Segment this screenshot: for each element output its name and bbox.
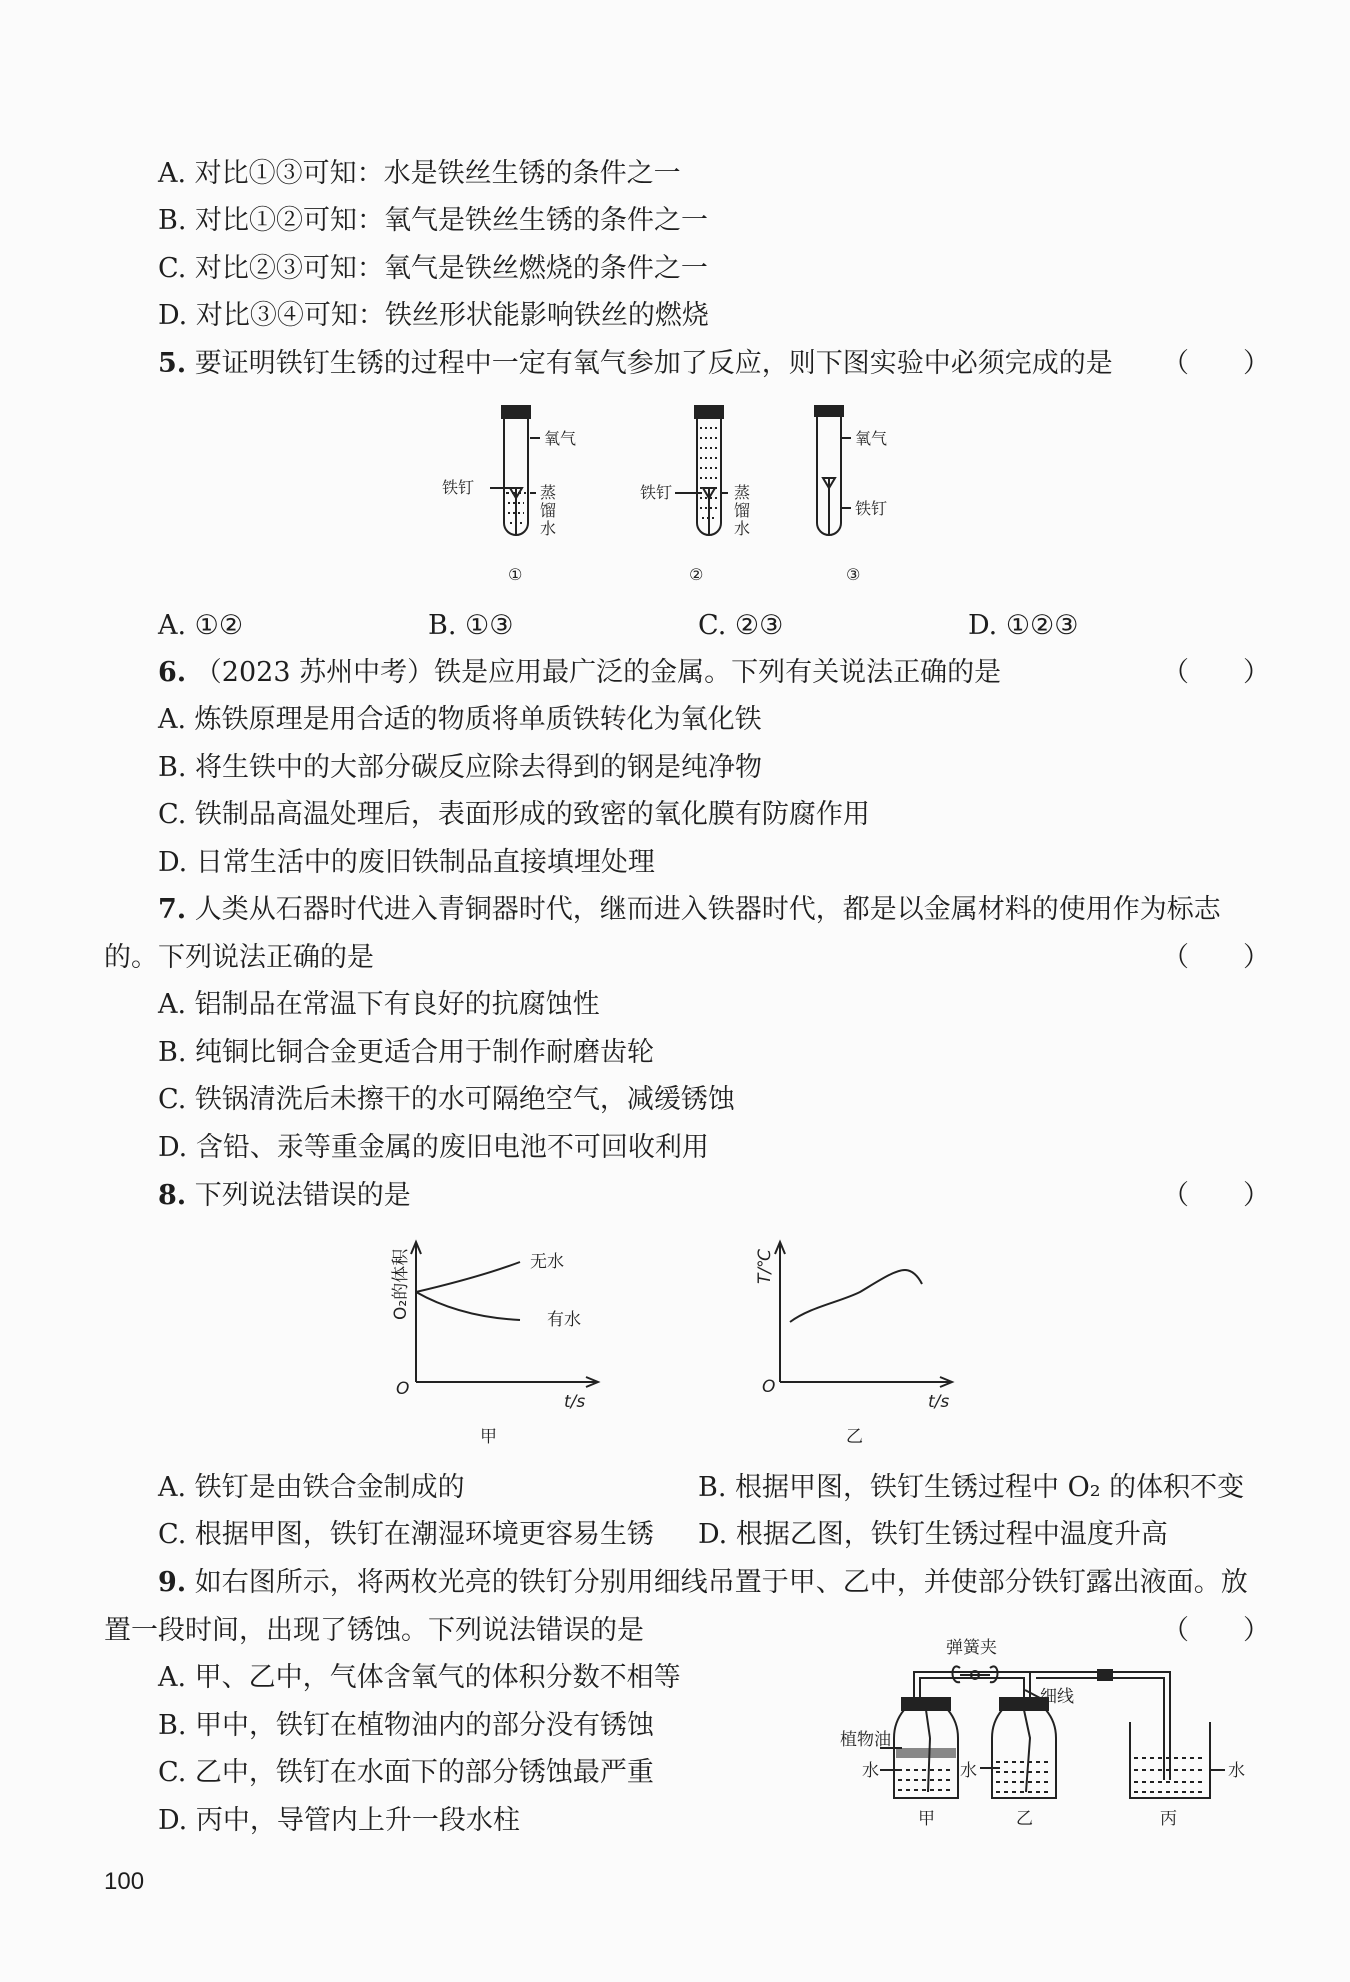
q9-option-d: D. 丙中，导管内上升一段水柱 [158, 1805, 520, 1836]
q5-test-tube-figure [430, 398, 920, 593]
q8-yi-xlabel: t/s [928, 1392, 950, 1412]
q4-option-a: A. 对比①③可知：水是铁丝生锈的条件之一 [158, 158, 681, 189]
q7-stem-line1 [158, 892, 1350, 928]
q5-option-a: A. ①② [158, 610, 244, 641]
q5-label-oxygen-1: 氧气 [544, 429, 577, 448]
q6-option-a: A. 炼铁原理是用合适的物质将单质铁转化为氧化铁 [158, 704, 762, 735]
q9-label-water-bing: 水 [1228, 1761, 1245, 1781]
q8-yi-series-temperature [790, 1270, 922, 1322]
q5-tube-label-3: ③ [846, 565, 861, 584]
q9-option-a: A. 甲、乙中，气体含氧气的体积分数不相等 [158, 1662, 681, 1693]
q5-answer-paren: （ ） [1162, 348, 1270, 379]
q8-jia-origin: O [396, 1379, 410, 1399]
q5-tube-label-1: ① [508, 565, 523, 584]
q7-stem-text-1: 人类从石器时代进入青铜器时代，继而进入铁器时代，都是以金属材料的使用作为标志 [194, 894, 1221, 925]
q5-label-distilled-1b: 馏 [540, 501, 557, 520]
q8-jia-y-axis [411, 1242, 421, 1382]
q6-option-b: B. 将生铁中的大部分碳反应除去得到的钢是纯净物 [158, 752, 763, 783]
q8-jia-legend-dry: 无水 [530, 1252, 564, 1272]
q5-label-distilled-1c: 水 [540, 519, 557, 538]
q8-jia-series-wet [416, 1292, 520, 1320]
q5-number: 5. [158, 348, 187, 379]
q8-jia-caption: 甲 [480, 1427, 497, 1447]
q4-option-d: D. 对比③④可知：铁丝形状能影响铁丝的燃烧 [158, 300, 709, 331]
q9-caption-bing: 丙 [1160, 1809, 1177, 1829]
q7-stem-line2: 的。下列说法正确的是 [104, 942, 374, 973]
q7-number: 7. [158, 894, 187, 925]
q6-stem-text: （2023 苏州中考）铁是应用最广泛的金属。下列有关说法正确的是 [194, 657, 1002, 688]
q5-stem-text: 要证明铁钉生锈的过程中一定有氧气参加了反应，则下图实验中必须完成的是 [194, 348, 1113, 379]
q5-label-distilled-2b: 馏 [734, 501, 751, 520]
q9-option-c: C. 乙中，铁钉在水面下的部分锈蚀最严重 [158, 1757, 654, 1788]
q5-label-nail-3: 铁钉 [855, 499, 888, 518]
q7-option-c: C. 铁锅清洗后未擦干的水可隔绝空气，减缓锈蚀 [158, 1084, 735, 1115]
q8-option-b: B. 根据甲图，铁钉生锈过程中 O₂ 的体积不变 [698, 1472, 1245, 1503]
q8-jia-x-axis [416, 1377, 598, 1387]
q6-number: 6. [158, 657, 187, 688]
q7-answer-paren: （ ） [1162, 942, 1270, 973]
q8-option-d: D. 根据乙图，铁钉生锈过程中温度升高 [698, 1519, 1168, 1550]
q8-chart-yi [750, 1232, 970, 1452]
q8-jia-series-dry [416, 1262, 520, 1292]
q5-label-nail-1: 铁钉 [442, 478, 475, 497]
q5-label-distilled-2a: 蒸 [734, 483, 751, 502]
q9-label-oil: 植物油 [840, 1730, 891, 1750]
q9-stem-text-1: 如右图所示，将两枚光亮的铁钉分别用细线吊置于甲、乙中，并使部分铁钉露出液面。放 [194, 1567, 1248, 1598]
q8-answer-paren: （ ） [1162, 1180, 1270, 1211]
q6-option-c: C. 铁制品高温处理后，表面形成的致密的氧化膜有防腐作用 [158, 799, 870, 830]
q8-yi-x-axis [780, 1377, 952, 1387]
q9-label-water-yi: 水 [960, 1761, 977, 1781]
q6-option-d: D. 日常生活中的废旧铁制品直接填埋处理 [158, 847, 655, 878]
q9-caption-yi: 乙 [1016, 1809, 1033, 1829]
q9-answer-paren: （ ） [1162, 1615, 1270, 1646]
q5-label-distilled-2c: 水 [734, 519, 751, 538]
q8-jia-xlabel: t/s [564, 1392, 586, 1412]
q7-option-b: B. 纯铜比铜合金更适合用于制作耐磨齿轮 [158, 1037, 655, 1068]
q9-stem-line2: 置一段时间，出现了锈蚀。下列说法错误的是 [104, 1615, 644, 1646]
q9-label-thread: 细线 [1040, 1687, 1074, 1707]
q5-option-c: C. ②③ [698, 610, 784, 641]
q8-yi-y-axis [775, 1242, 785, 1382]
q5-tube-label-2: ② [689, 565, 704, 584]
q7-option-a: A. 铝制品在常温下有良好的抗腐蚀性 [158, 989, 600, 1020]
q8-jia-ylabel: O₂的体积 [391, 1248, 411, 1320]
q4-option-c: C. 对比②③可知：氧气是铁丝燃烧的条件之一 [158, 253, 708, 284]
page-number: 100 [104, 1868, 145, 1895]
q8-option-a: A. 铁钉是由铁合金制成的 [158, 1472, 465, 1503]
q9-label-water-jia: 水 [862, 1761, 879, 1781]
q8-yi-origin: O [762, 1377, 776, 1397]
q7-option-d: D. 含铅、汞等重金属的废旧电池不可回收利用 [158, 1132, 709, 1163]
q9-stem-line1 [158, 1565, 1350, 1601]
q9-label-clip: 弹簧夹 [946, 1638, 997, 1658]
q6-answer-paren: （ ） [1162, 657, 1270, 688]
q8-jia-legend-wet: 有水 [547, 1310, 581, 1330]
q8-chart-jia [380, 1232, 620, 1452]
q9-option-b: B. 甲中，铁钉在植物油内的部分没有锈蚀 [158, 1710, 655, 1741]
q8-yi-ylabel: T/℃ [755, 1248, 775, 1284]
q5-option-b: B. ①③ [428, 610, 514, 641]
q9-number: 9. [158, 1567, 187, 1598]
q5-label-oxygen-3: 氧气 [855, 429, 888, 448]
q5-option-d: D. ①②③ [968, 610, 1079, 641]
q8-option-c: C. 根据甲图，铁钉在潮湿环境更容易生锈 [158, 1519, 654, 1550]
q8-yi-caption: 乙 [846, 1427, 863, 1447]
q5-label-nail-2: 铁钉 [640, 483, 673, 502]
q5-label-distilled-1a: 蒸 [540, 483, 557, 502]
q8-number: 8. [158, 1180, 187, 1211]
q9-apparatus-figure [840, 1630, 1250, 1830]
q8-stem-text: 下列说法错误的是 [194, 1180, 411, 1211]
q4-option-b: B. 对比①②可知：氧气是铁丝生锈的条件之一 [158, 205, 709, 236]
q9-caption-jia: 甲 [918, 1809, 935, 1829]
